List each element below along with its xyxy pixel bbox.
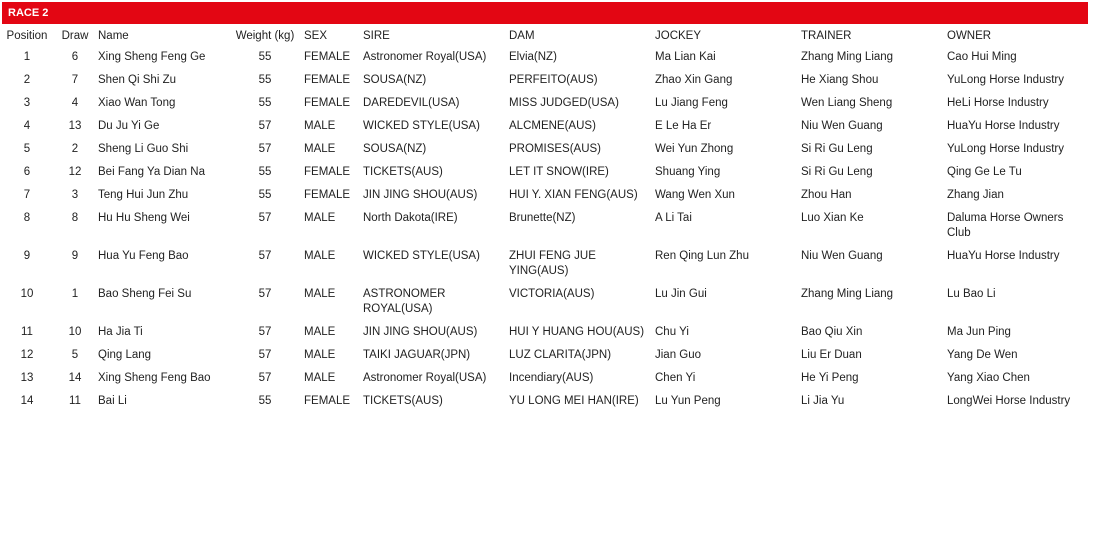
cell-sex: FEMALE xyxy=(304,74,351,86)
cell-trainer: Si Ri Gu Leng xyxy=(801,143,873,155)
cell-name: Bai Li xyxy=(98,395,127,407)
cell-owner: Zhang Jian xyxy=(947,189,1004,201)
cell-weight: 57 xyxy=(258,326,272,338)
cell-jockey: Shuang Ying xyxy=(655,166,721,178)
cell-draw: 1 xyxy=(71,288,79,300)
cell-position: 12 xyxy=(20,349,34,361)
cell-jockey: Lu Jiang Feng xyxy=(655,97,728,109)
cell-position: 2 xyxy=(23,74,31,86)
cell-jockey: Ren Qing Lun Zhu xyxy=(655,250,749,262)
cell-sire: Astronomer Royal(USA) xyxy=(363,372,487,384)
cell-position: 3 xyxy=(23,97,31,109)
col-header-sex: SEX xyxy=(304,30,328,42)
cell-trainer: Zhang Ming Liang xyxy=(801,51,894,63)
table-row xyxy=(2,283,1088,321)
cell-sire: North Dakota(IRE) xyxy=(363,212,458,224)
cell-draw: 3 xyxy=(71,189,79,201)
table-row xyxy=(2,46,1088,69)
col-header-weight: Weight (kg) xyxy=(235,30,295,42)
cell-dam: HUI Y HUANG HOU(AUS) xyxy=(509,326,645,338)
cell-sire: DAREDEVIL(USA) xyxy=(363,97,460,109)
cell-position: 13 xyxy=(20,372,34,384)
cell-position: 8 xyxy=(23,212,31,224)
cell-name: Shen Qi Shi Zu xyxy=(98,74,176,86)
cell-name: Xiao Wan Tong xyxy=(98,97,176,109)
cell-sex: MALE xyxy=(304,349,336,361)
cell-jockey: Chu Yi xyxy=(655,326,689,338)
cell-owner: Daluma Horse Owners Club xyxy=(947,212,1064,239)
cell-sire: SOUSA(NZ) xyxy=(363,74,427,86)
cell-draw: 14 xyxy=(68,372,82,384)
cell-name: Xing Sheng Feng Bao xyxy=(98,372,211,384)
cell-jockey: Ma Lian Kai xyxy=(655,51,716,63)
cell-sire: Astronomer Royal(USA) xyxy=(363,51,487,63)
cell-name: Sheng Li Guo Shi xyxy=(98,143,189,155)
cell-trainer: Niu Wen Guang xyxy=(801,250,883,262)
cell-sex: MALE xyxy=(304,288,336,300)
cell-draw: 11 xyxy=(69,395,81,407)
cell-sex: FEMALE xyxy=(304,395,351,407)
cell-jockey: Jian Guo xyxy=(655,349,702,361)
cell-owner: HuaYu Horse Industry xyxy=(947,250,1060,262)
cell-sire: WICKED STYLE(USA) xyxy=(363,120,480,132)
cell-sex: FEMALE xyxy=(304,166,351,178)
table-row xyxy=(2,92,1088,115)
cell-sire: TICKETS(AUS) xyxy=(363,395,443,407)
cell-weight: 57 xyxy=(258,288,272,300)
table-row xyxy=(2,184,1088,207)
cell-trainer: Si Ri Gu Leng xyxy=(801,166,873,178)
cell-owner: LongWei Horse Industry xyxy=(947,395,1071,407)
cell-weight: 55 xyxy=(258,97,272,109)
table-row xyxy=(2,69,1088,92)
cell-sire: ASTRONOMER ROYAL(USA) xyxy=(363,288,446,315)
results-table xyxy=(2,26,1088,413)
cell-dam: YU LONG MEI HAN(IRE) xyxy=(509,395,639,407)
cell-position: 6 xyxy=(23,166,31,178)
cell-sex: FEMALE xyxy=(304,51,351,63)
cell-trainer: Zhang Ming Liang xyxy=(801,288,894,300)
cell-jockey: Chen Yi xyxy=(655,372,696,384)
cell-trainer: He Yi Peng xyxy=(801,372,859,384)
cell-name: Qing Lang xyxy=(98,349,152,361)
cell-sex: MALE xyxy=(304,143,336,155)
cell-jockey: Lu Yun Peng xyxy=(655,395,721,407)
cell-position: 7 xyxy=(23,189,31,201)
cell-sire: TAIKI JAGUAR(JPN) xyxy=(363,349,471,361)
cell-draw: 10 xyxy=(68,326,82,338)
cell-draw: 6 xyxy=(71,51,79,63)
col-header-sire: SIRE xyxy=(363,30,390,42)
cell-position: 11 xyxy=(21,326,33,338)
table-row xyxy=(2,245,1088,283)
cell-position: 5 xyxy=(23,143,31,155)
cell-jockey: Zhao Xin Gang xyxy=(655,74,733,86)
cell-sex: MALE xyxy=(304,372,336,384)
cell-sire: WICKED STYLE(USA) xyxy=(363,250,480,262)
cell-name: Bei Fang Ya Dian Na xyxy=(98,166,205,178)
cell-position: 14 xyxy=(20,395,34,407)
cell-owner: Yang De Wen xyxy=(947,349,1018,361)
cell-weight: 55 xyxy=(258,51,272,63)
col-header-owner: OWNER xyxy=(947,30,992,42)
cell-sex: MALE xyxy=(304,250,336,262)
cell-dam: Incendiary(AUS) xyxy=(509,372,594,384)
table-row xyxy=(2,161,1088,184)
cell-name: Hu Hu Sheng Wei xyxy=(98,212,190,224)
cell-sex: MALE xyxy=(304,120,336,132)
cell-draw: 5 xyxy=(71,349,79,361)
cell-dam: ALCMENE(AUS) xyxy=(509,120,596,132)
cell-draw: 9 xyxy=(71,250,79,262)
col-header-position: Position xyxy=(6,30,48,42)
cell-jockey: Wei Yun Zhong xyxy=(655,143,734,155)
cell-owner: HeLi Horse Industry xyxy=(947,97,1049,109)
cell-draw: 4 xyxy=(71,97,79,109)
cell-sire: JIN JING SHOU(AUS) xyxy=(363,189,478,201)
cell-sire: TICKETS(AUS) xyxy=(363,166,443,178)
cell-trainer: Bao Qiu Xin xyxy=(801,326,863,338)
header-row xyxy=(2,26,1088,46)
cell-owner: Qing Ge Le Tu xyxy=(947,166,1022,178)
cell-jockey: E Le Ha Er xyxy=(655,120,712,132)
cell-owner: YuLong Horse Industry xyxy=(947,143,1064,155)
cell-position: 9 xyxy=(23,250,31,262)
col-header-name: Name xyxy=(98,30,129,42)
cell-sex: FEMALE xyxy=(304,189,351,201)
cell-weight: 55 xyxy=(258,166,272,178)
cell-jockey: A Li Tai xyxy=(655,212,692,224)
cell-trainer: Li Jia Yu xyxy=(801,395,845,407)
cell-owner: Ma Jun Ping xyxy=(947,326,1011,338)
table-row xyxy=(2,367,1088,390)
cell-name: Du Ju Yi Ge xyxy=(98,120,160,132)
cell-dam: ZHUI FENG JUE YING(AUS) xyxy=(509,250,596,277)
col-header-draw: Draw xyxy=(61,30,89,42)
table-row xyxy=(2,207,1088,245)
cell-dam: VICTORIA(AUS) xyxy=(509,288,595,300)
cell-dam: LET IT SNOW(IRE) xyxy=(509,166,609,178)
col-header-trainer: TRAINER xyxy=(801,30,852,42)
cell-sire: SOUSA(NZ) xyxy=(363,143,427,155)
cell-draw: 13 xyxy=(68,120,82,132)
cell-trainer: Zhou Han xyxy=(801,189,852,201)
cell-draw: 7 xyxy=(71,74,79,86)
cell-sex: FEMALE xyxy=(304,97,351,109)
cell-draw: 12 xyxy=(68,166,82,178)
cell-owner: Cao Hui Ming xyxy=(947,51,1017,63)
cell-trainer: He Xiang Shou xyxy=(801,74,879,86)
cell-trainer: Liu Er Duan xyxy=(801,349,862,361)
cell-weight: 55 xyxy=(258,395,272,407)
results-body xyxy=(2,46,1088,413)
cell-weight: 55 xyxy=(258,74,272,86)
cell-position: 10 xyxy=(20,288,34,300)
table-row xyxy=(2,344,1088,367)
cell-weight: 57 xyxy=(258,120,272,132)
cell-trainer: Wen Liang Sheng xyxy=(801,97,893,109)
cell-owner: Yang Xiao Chen xyxy=(947,372,1030,384)
race-title: RACE 2 xyxy=(8,7,49,19)
cell-position: 1 xyxy=(23,51,31,63)
cell-dam: LUZ CLARITA(JPN) xyxy=(509,349,612,361)
cell-owner: YuLong Horse Industry xyxy=(947,74,1064,86)
cell-position: 4 xyxy=(23,120,31,132)
cell-name: Ha Jia Ti xyxy=(98,326,143,338)
cell-sire: JIN JING SHOU(AUS) xyxy=(363,326,478,338)
col-header-dam: DAM xyxy=(509,30,535,42)
table-row xyxy=(2,390,1088,413)
cell-weight: 57 xyxy=(258,349,272,361)
cell-draw: 8 xyxy=(71,212,79,224)
table-row xyxy=(2,115,1088,138)
cell-trainer: Niu Wen Guang xyxy=(801,120,883,132)
col-header-jockey: JOCKEY xyxy=(655,30,702,42)
cell-weight: 57 xyxy=(258,372,272,384)
table-row xyxy=(2,321,1088,344)
cell-owner: HuaYu Horse Industry xyxy=(947,120,1060,132)
cell-weight: 57 xyxy=(258,143,272,155)
table-row xyxy=(2,138,1088,161)
cell-jockey: Wang Wen Xun xyxy=(655,189,735,201)
cell-dam: Elvia(NZ) xyxy=(509,51,557,63)
cell-sex: MALE xyxy=(304,326,336,338)
cell-weight: 57 xyxy=(258,212,272,224)
cell-dam: Brunette(NZ) xyxy=(509,212,576,224)
cell-dam: HUI Y. XIAN FENG(AUS) xyxy=(509,189,638,201)
cell-owner: Lu Bao Li xyxy=(947,288,996,300)
cell-dam: MISS JUDGED(USA) xyxy=(509,97,619,109)
cell-name: Xing Sheng Feng Ge xyxy=(98,51,206,63)
cell-weight: 57 xyxy=(258,250,272,262)
cell-trainer: Luo Xian Ke xyxy=(801,212,864,224)
cell-name: Bao Sheng Fei Su xyxy=(98,288,192,300)
race-title-bar xyxy=(2,2,1088,24)
cell-dam: PERFEITO(AUS) xyxy=(509,74,598,86)
cell-draw: 2 xyxy=(71,143,79,155)
cell-jockey: Lu Jin Gui xyxy=(655,288,707,300)
cell-name: Teng Hui Jun Zhu xyxy=(98,189,189,201)
cell-dam: PROMISES(AUS) xyxy=(509,143,602,155)
cell-weight: 55 xyxy=(258,189,272,201)
cell-sex: MALE xyxy=(304,212,336,224)
cell-name: Hua Yu Feng Bao xyxy=(98,250,189,262)
